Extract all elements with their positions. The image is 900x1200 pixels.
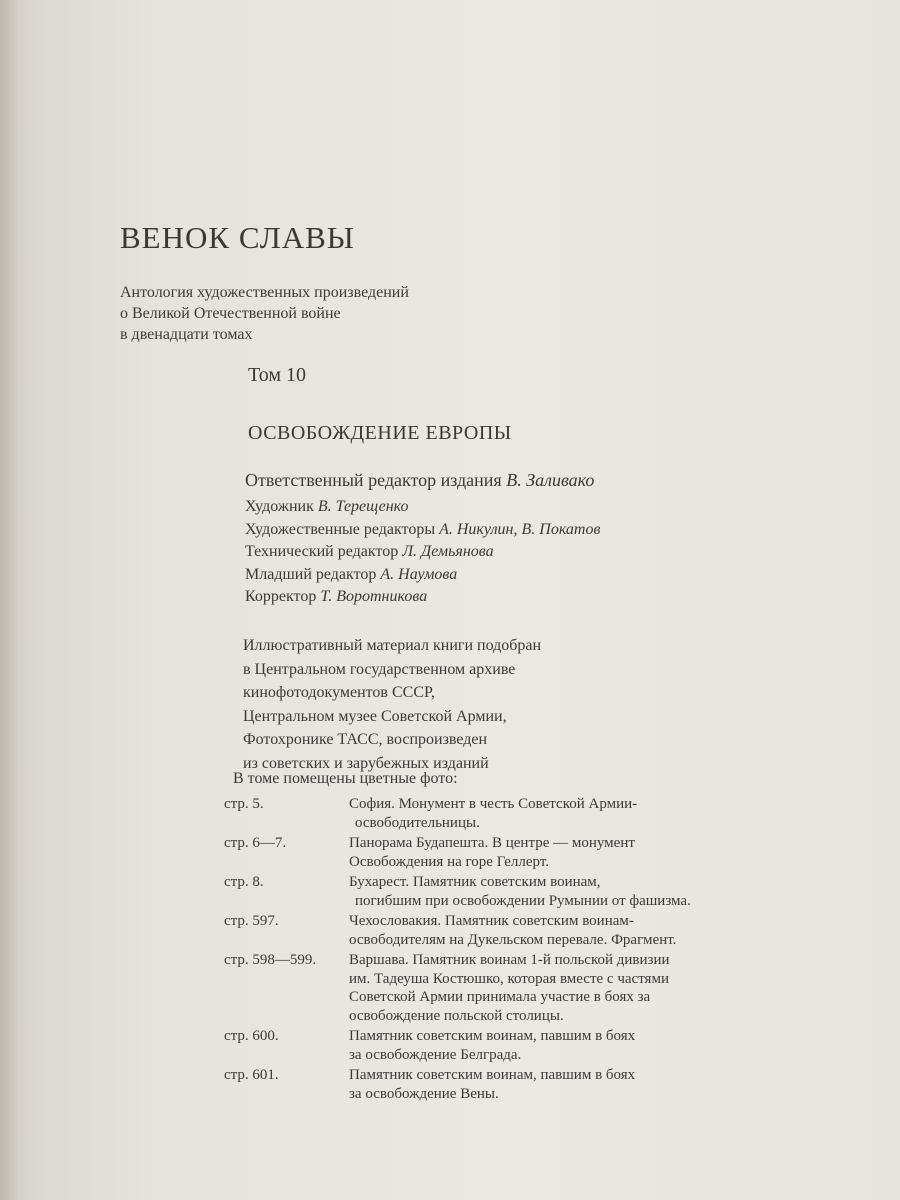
photo-desc-line: Панорама Будапешта. В центре — монумент	[349, 835, 635, 851]
illustrations-line: в Центральном государственном архиве	[243, 660, 516, 678]
photo-desc-line: освободительницы.	[355, 814, 480, 831]
photo-desc-line: погибшим при освобождении Румынии от фашизма.	[355, 892, 691, 909]
photo-desc-line: Освобождения на горе Геллерт.	[349, 853, 550, 870]
book-title: ВЕНОК СЛАВЫ	[120, 220, 355, 255]
illustrations-line: кинофотодокументов СССР,	[243, 684, 435, 701]
credit-name: В. Заливако	[506, 470, 595, 490]
credits-block	[245, 468, 885, 609]
credit-line	[245, 496, 885, 519]
illustrations-line: Фотохронике ТАСС, воспроизведен	[243, 731, 488, 748]
credit-name: А. Наумова	[380, 565, 458, 583]
photo-desc-line: Бухарест. Памятник советским воинам,	[349, 874, 601, 890]
book-subtitle	[120, 282, 409, 345]
photo-desc-line: Памятник советским воинам, павшим в боях	[349, 1067, 636, 1083]
photo-page-ref: стр. 600.	[224, 1028, 279, 1044]
photo-desc-line: освободителям на Дукельском перевале. Фрагмент.	[349, 931, 677, 948]
subtitle-line: о Великой Отечественной войне	[120, 305, 341, 322]
credit-line	[245, 519, 885, 542]
photo-entry	[224, 1066, 884, 1103]
photo-page-ref: стр. 5.	[224, 796, 264, 812]
page-binding-edge	[0, 0, 18, 1200]
photo-description	[349, 1066, 884, 1103]
photo-desc-line: освобождение польской столицы.	[349, 1007, 564, 1024]
photo-desc-line: за освобождение Белграда.	[349, 1046, 522, 1063]
credit-line	[245, 564, 885, 587]
credit-role: Ответственный редактор издания	[245, 470, 502, 490]
credit-role: Технический редактор	[245, 543, 399, 560]
credit-role: Художник	[245, 498, 314, 515]
photo-desc-line: Советской Армии принимала участие в боях за	[349, 989, 651, 1005]
credit-role: Младший редактор	[245, 565, 377, 583]
credit-name: Л. Демьянова	[402, 543, 494, 560]
photo-page-ref: стр. 598—599.	[224, 952, 317, 968]
photo-page-ref: стр. 6—7.	[224, 835, 287, 851]
photo-description	[349, 795, 884, 832]
photo-desc-line: за освобождение Вены.	[349, 1085, 499, 1102]
photo-page-ref: стр. 601.	[224, 1067, 279, 1083]
credit-name: Т. Воротникова	[320, 588, 428, 605]
credit-line	[245, 541, 885, 564]
photo-desc-line: Чехословакия. Памятник советским воинам-	[349, 913, 634, 929]
subtitle-line: Антология художественных произведений	[120, 284, 409, 301]
volume-number: Том 10	[248, 364, 306, 386]
credit-role: Художественные редакторы	[245, 520, 436, 538]
color-photos-intro: В томе помещены цветные фото:	[233, 770, 458, 787]
photo-entry	[224, 1027, 884, 1064]
photo-description	[349, 834, 884, 871]
photo-entry	[224, 834, 884, 871]
photo-entry	[224, 912, 884, 949]
volume-title: ОСВОБОЖДЕНИЕ ЕВРОПЫ	[248, 422, 512, 444]
credit-chief-editor	[245, 468, 885, 492]
subtitle-line: в двенадцати томах	[120, 326, 253, 343]
photo-desc-line: Варшава. Памятник воинам 1-й польской дивизии	[349, 952, 670, 968]
photo-entry	[224, 873, 884, 910]
photo-page-ref: стр. 8.	[224, 874, 264, 890]
photo-description	[349, 1027, 884, 1064]
photo-desc-line: София. Монумент в честь Советской Армии-	[349, 796, 638, 812]
photo-description	[349, 873, 884, 910]
photo-page-ref: стр. 597.	[224, 913, 279, 929]
photo-description	[349, 912, 884, 949]
illustrations-note	[243, 634, 541, 775]
illustrations-line: из советских и зарубежных изданий	[243, 754, 489, 772]
credit-line	[245, 586, 885, 609]
illustrations-line: Центральном музее Советской Армии,	[243, 707, 507, 725]
color-photos-list	[224, 795, 884, 1105]
photo-entry	[224, 951, 884, 1025]
credit-name: А. Никулин, В. Покатов	[439, 520, 601, 538]
illustrations-line: Иллюстративный материал книги подобран	[243, 637, 542, 654]
credit-role: Корректор	[245, 588, 317, 605]
photo-entry	[224, 795, 884, 832]
photo-description	[349, 951, 884, 1025]
photo-desc-line: Памятник советским воинам, павшим в боях	[349, 1028, 636, 1044]
credit-name: В. Терещенко	[317, 498, 409, 515]
photo-desc-line: им. Тадеуша Костюшко, которая вместе с частями	[349, 970, 669, 987]
